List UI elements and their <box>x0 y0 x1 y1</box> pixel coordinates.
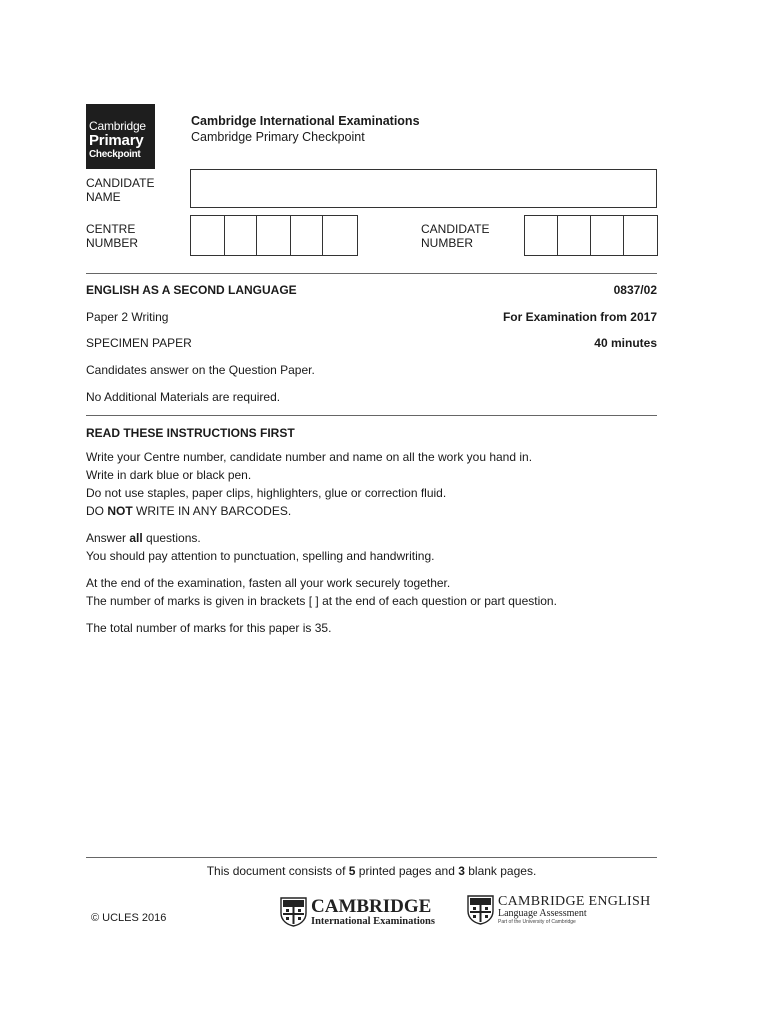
candidate-number-label-line-2: NUMBER <box>421 236 474 250</box>
page-count-text: printed pages and <box>355 864 459 878</box>
materials-note: No Additional Materials are required. <box>86 390 281 404</box>
instruction-line: Do not use staples, paper clips, highlighters, glue or correction fluid. <box>86 486 447 500</box>
org-title: Cambridge International Examinations <box>191 114 420 128</box>
instruction-text: WRITE IN ANY BARCODES. <box>132 504 292 518</box>
instructions-heading: READ THESE INSTRUCTIONS FIRST <box>86 426 295 440</box>
paper-name: Paper 2 Writing <box>86 310 169 324</box>
instruction-text: DO <box>86 504 108 518</box>
cambridge-crest-icon <box>280 897 307 927</box>
instruction-line: The total number of marks for this paper is 35. <box>86 621 332 635</box>
instructions-block-2 <box>86 529 434 565</box>
page-count-text: This document consists of <box>206 864 349 878</box>
candidate-digit-box[interactable] <box>525 216 558 255</box>
candidate-number-label-line-1: CANDIDATE <box>421 222 490 236</box>
subject-title: ENGLISH AS A SECOND LANGUAGE <box>86 283 297 297</box>
centre-number-label <box>86 222 138 250</box>
candidate-digit-box[interactable] <box>624 216 657 255</box>
footer-divider <box>86 857 657 858</box>
instruction-line: At the end of the examination, fasten all your work securely together. <box>86 576 451 590</box>
instruction-line: The number of marks is given in brackets [ ] at the end of each question or part question. <box>86 594 557 608</box>
centre-digit-box[interactable] <box>257 216 291 255</box>
instruction-text: questions. <box>142 531 201 545</box>
cie-subtitle: International Examinations <box>311 916 435 927</box>
candidate-name-label-line-1: CANDIDATE <box>86 176 155 190</box>
copyright: © UCLES 2016 <box>91 912 167 924</box>
org-subtitle: Cambridge Primary Checkpoint <box>191 130 365 144</box>
centre-digit-box[interactable] <box>291 216 324 255</box>
instruction-emphasis: all <box>129 531 143 545</box>
blank-pages-count: 3 <box>458 864 465 878</box>
divider <box>86 273 657 274</box>
duration: 40 minutes <box>594 336 657 350</box>
centre-number-field[interactable] <box>190 215 358 256</box>
instruction-text: Answer <box>86 531 130 545</box>
instruction-line: You should pay attention to punctuation, spelling and handwriting. <box>86 549 435 563</box>
cambridge-crest-icon <box>467 895 494 925</box>
specimen-label: SPECIMEN PAPER <box>86 336 192 350</box>
centre-number-label-line-1: CENTRE <box>86 222 136 236</box>
logo-line-1: Cambridge <box>89 119 146 133</box>
candidate-name-field[interactable] <box>190 169 657 208</box>
candidate-number-label <box>421 222 489 250</box>
ce-subtitle: Language Assessment <box>498 908 587 919</box>
instruction-line <box>86 502 532 520</box>
candidate-digit-box[interactable] <box>591 216 624 255</box>
candidate-number-field[interactable] <box>524 215 658 256</box>
centre-digit-box[interactable] <box>191 216 225 255</box>
candidate-name-label <box>86 176 154 204</box>
centre-digit-box[interactable] <box>225 216 258 255</box>
cambridge-primary-checkpoint-logo <box>86 104 155 169</box>
candidate-digit-box[interactable] <box>558 216 592 255</box>
cie-wordmark: CAMBRIDGE <box>311 896 432 917</box>
instruction-line: Write your Centre number, candidate number and name on all the work you hand in. <box>86 450 533 464</box>
divider <box>86 415 657 416</box>
paper-code: 0837/02 <box>613 283 657 297</box>
instructions-block-3 <box>86 574 557 610</box>
page-count-note <box>86 864 657 878</box>
instruction-line <box>86 529 434 547</box>
centre-number-label-line-2: NUMBER <box>86 236 139 250</box>
printed-pages-count: 5 <box>348 864 356 878</box>
centre-digit-box[interactable] <box>323 216 357 255</box>
answer-on-note: Candidates answer on the Question Paper. <box>86 363 315 377</box>
ce-wordmark: CAMBRIDGE ENGLISH <box>498 894 651 909</box>
instruction-emphasis: NOT <box>107 504 133 518</box>
exam-from: For Examination from 2017 <box>502 310 657 324</box>
ce-tagline: Part of the University of Cambridge <box>498 919 576 925</box>
logo-line-3: Checkpoint <box>89 149 141 160</box>
candidate-name-label-line-2: NAME <box>86 190 121 204</box>
instructions-block-4 <box>86 619 331 637</box>
instruction-line: Write in dark blue or black pen. <box>86 468 252 482</box>
instructions-block-1 <box>86 448 532 520</box>
logo-line-2: Primary <box>89 132 144 149</box>
page-count-text: blank pages. <box>464 864 537 878</box>
